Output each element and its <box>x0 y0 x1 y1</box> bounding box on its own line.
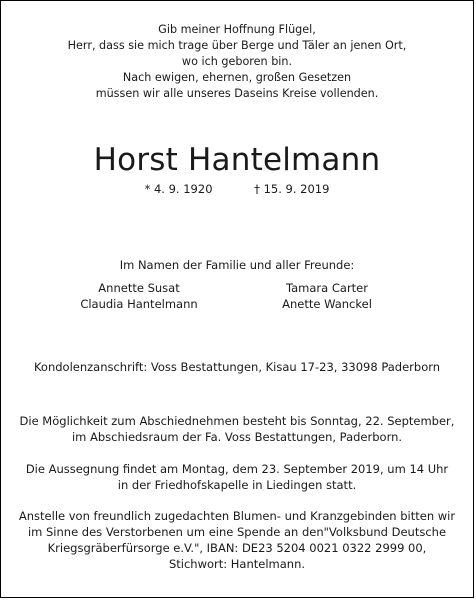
blessing-info <box>1 461 473 493</box>
paragraph-line: im Abschiedsraum der Fa. Voss Bestattungen, Paderborn. <box>71 430 403 444</box>
mourner-name: Tamara Carter <box>286 281 368 295</box>
mourner-name: Anette Wanckel <box>282 297 372 311</box>
paragraph-line: im Sinne des Verstorbenen um eine Spende an den"Volksbund Deutsche <box>27 525 447 539</box>
poem-line: Gib meiner Hoffnung Flügel, <box>158 23 316 36</box>
mourners-column-left <box>39 280 239 312</box>
poem <box>1 22 473 102</box>
mourners-column-right <box>227 280 427 312</box>
poem-line: müssen wir alle unseres Daseins Kreise vollenden. <box>95 87 379 100</box>
mourner-name: Claudia Hantelmann <box>80 297 198 311</box>
paragraph-line: in der Friedhofskapelle in Liedingen statt. <box>117 478 357 492</box>
death-date: † 15. 9. 2019 <box>254 182 330 196</box>
paragraph-line: Kriegsgräberfürsorge e.V.", IBAN: DE23 5204 0021 0322 2999 00, <box>47 541 427 555</box>
life-dates <box>1 181 473 197</box>
paragraph-line: Stichwort: Hantelmann. <box>168 557 306 571</box>
paragraph-line: Die Möglichkeit zum Abschiednehmen besteht bis Sonntag, 22. September, <box>19 414 455 428</box>
mourner-name: Annette Susat <box>98 281 180 295</box>
poem-line: Nach ewigen, ehernen, großen Gesetzen <box>122 71 352 84</box>
poem-line: Herr, dass sie mich trage über Berge und Täler an jenen Ort, <box>67 39 407 52</box>
condolence-address: Kondolenzanschrift: Voss Bestattungen, Kisau 17-23, 33098 Paderborn <box>33 360 441 374</box>
donation-info <box>1 508 473 572</box>
poem-line: wo ich geboren bin. <box>181 55 293 68</box>
birth-date: * 4. 9. 1920 <box>144 182 213 196</box>
paragraph-line: Anstelle von freundlich zugedachten Blumen- und Kranzgebinden bitten wir <box>18 509 456 523</box>
farewell-info <box>1 413 473 445</box>
paragraph-line: Die Aussegnung findet am Montag, dem 23. September 2019, um 14 Uhr <box>25 462 449 476</box>
family-intro: Im Namen der Familie und aller Freunde: <box>119 258 355 272</box>
deceased-name: Horst Hantelmann <box>93 142 381 178</box>
